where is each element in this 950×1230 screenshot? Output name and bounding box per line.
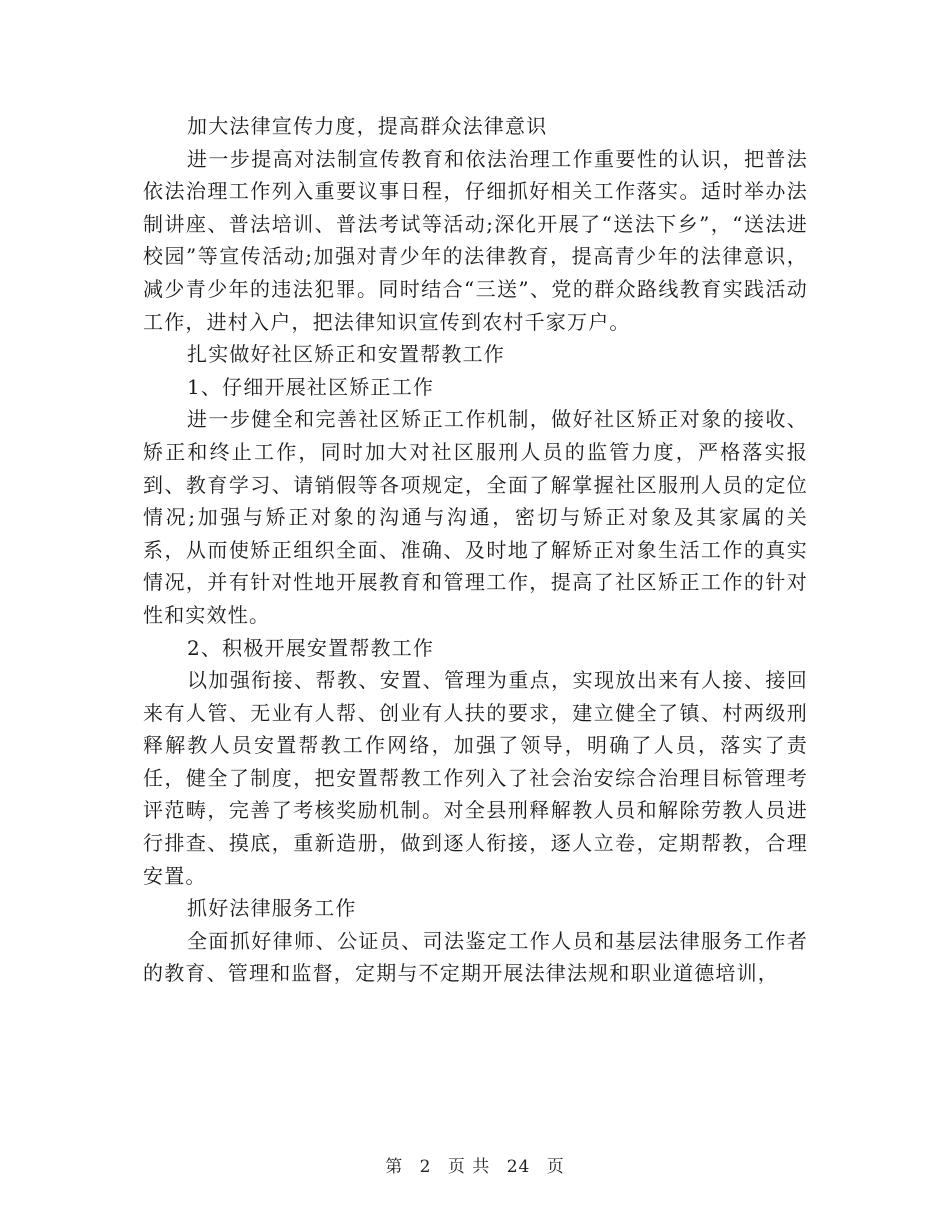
footer-suffix: 页 — [546, 1157, 565, 1177]
subheading-resettlement: 2、积极开展安置帮教工作 — [187, 635, 435, 660]
paragraph-community-correction: 进一步健全和完善社区矫正工作机制，做好社区矫正对象的接收、矫正和终止工作，同时加大对社区服刑人员的监管力度，严格落实报到、教育学习、请销假等各项规定，全面了解掌握社区服刑人员的定位情况;加强与矫正对象的沟通与沟通，密切与矫正对象及其家属的关系，从而使矫正组织全面、准确、及时地了解矫正对象生活工作的真实情况，并有针对性地开展教育和管理工作，提高了社区矫正工作的针对性和实效性。 — [143, 407, 808, 627]
footer-middle: 页 共 — [447, 1157, 491, 1177]
total-page-count: 24 — [506, 1157, 531, 1177]
subheading-community-correction: 1、仔细开展社区矫正工作 — [187, 374, 435, 399]
paragraph-legal-services: 全面抓好律师、公证员、司法鉴定工作人员和基层法律服务工作者的教育、管理和监督，定期与不定期开展法律法规和职业道德培训， — [143, 928, 808, 986]
page-footer — [0, 1152, 950, 1177]
footer-prefix: 第 — [385, 1157, 404, 1177]
current-page-number: 2 — [419, 1157, 432, 1177]
heading-legal-publicity: 加大法律宣传力度，提高群众法律意识 — [187, 114, 548, 138]
document-body — [143, 110, 808, 990]
paragraph-resettlement: 以加强衔接、帮教、安置、管理为重点，实现放出来有人接、接回来有人管、无业有人帮、创业有人扶的要求，建立健全了镇、村两级刑释解教人员安置帮教工作网络，加强了领导，明确了人员，落实了责任，健全了制度，把安置帮教工作列入了社会治安综合治理目标管理考评范畴，完善了考核奖励机制。对全县刑释解教人员和解除劳教人员进行排查、摸底，重新造册，做到逐人衔接，逐人立卷，定期帮教，合理安置。 — [143, 668, 808, 888]
heading-community-correction: 扎实做好社区矫正和安置帮教工作 — [187, 342, 505, 367]
heading-legal-services: 抓好法律服务工作 — [187, 896, 357, 921]
paragraph-legal-publicity: 进一步提高对法制宣传教育和依法治理工作重要性的认识，把普法依法治理工作列入重要议事日程，仔细抓好相关工作落实。适时举办法制讲座、普法培训、普法考试等活动;深化开展了“送法下乡”，“送法进校园”等宣传活动;加强对青少年的法律教育，提高青少年的法律意识，减少青少年的违法犯罪。同时结合“三送”、党的群众路线教育实践活动工作，进村入户，把法律知识宣传到农村千家万户。 — [143, 146, 808, 334]
